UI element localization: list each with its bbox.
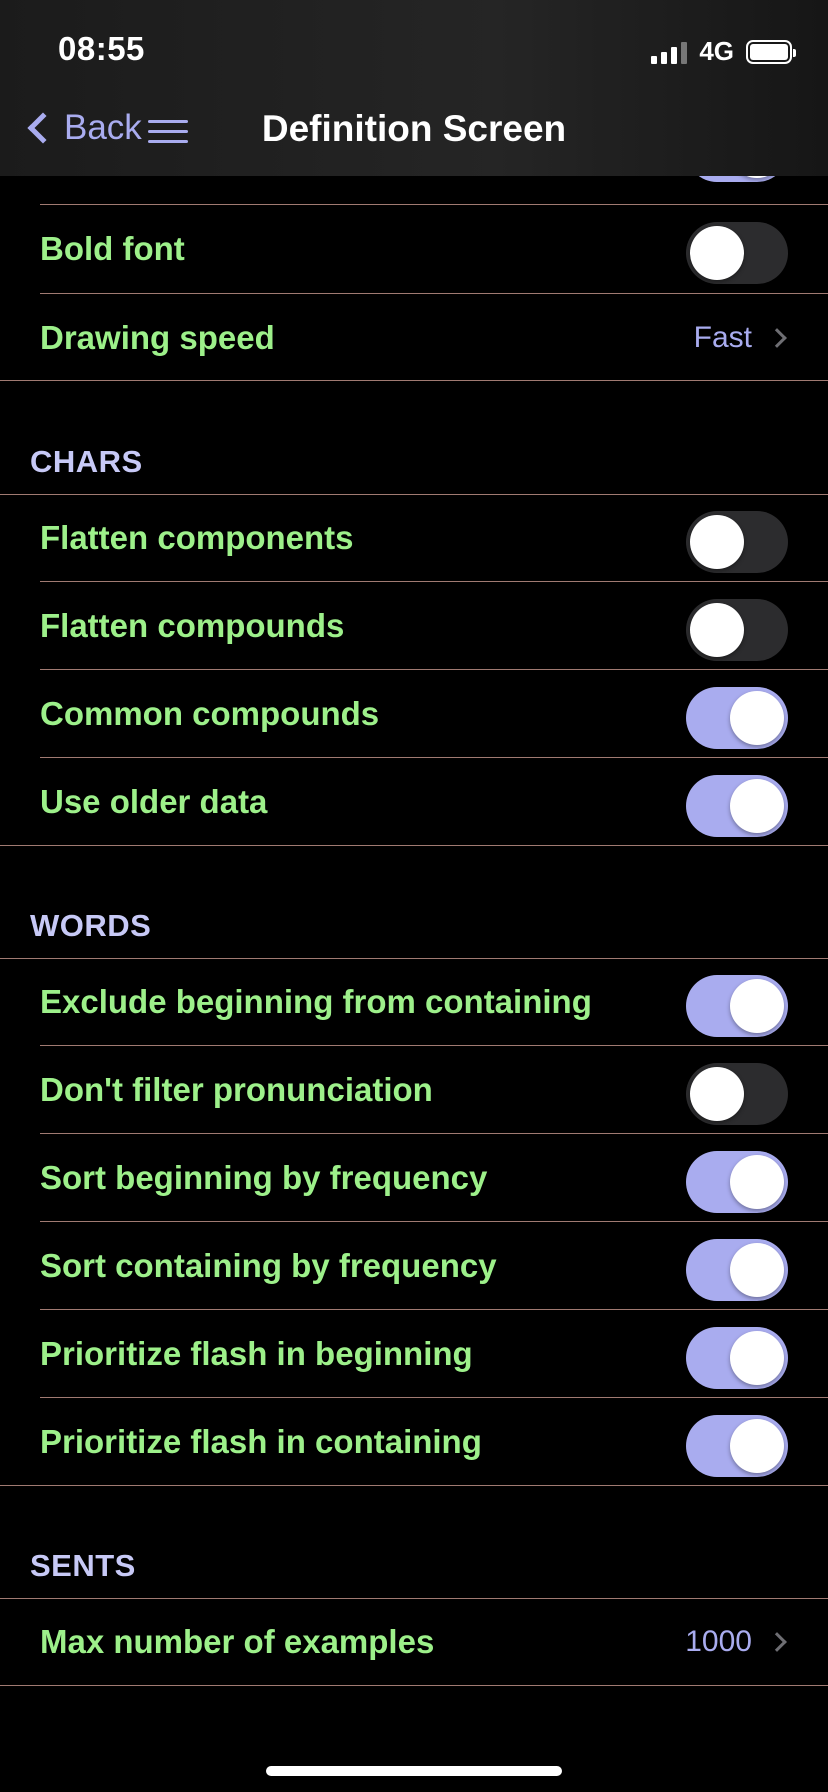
dont-filter-pronunciation-toggle[interactable] xyxy=(686,1063,788,1125)
toggle-knob xyxy=(730,1155,784,1209)
row-label: Flatten compounds xyxy=(40,607,345,644)
row-prioritize-flash-beginning[interactable] xyxy=(0,1310,828,1398)
back-label: Back xyxy=(64,108,142,147)
row-flatten-compounds[interactable] xyxy=(0,582,828,670)
network-type: 4G xyxy=(699,36,734,66)
row-label: Prioritize flash in containing xyxy=(40,1423,482,1460)
status-time: 08:55 xyxy=(58,30,145,67)
drawing-speed-value: Fast xyxy=(693,321,752,354)
section-header-chars: CHARS xyxy=(30,444,143,479)
row-exclude-beginning[interactable] xyxy=(0,958,828,1046)
battery-icon xyxy=(746,40,792,64)
toggle-knob xyxy=(730,1243,784,1297)
exclude-beginning-toggle[interactable] xyxy=(686,975,788,1037)
sort-beginning-toggle[interactable] xyxy=(686,1151,788,1213)
row-label: Use older data xyxy=(40,783,268,820)
page-title: Definition Screen xyxy=(261,108,567,149)
toggle-knob xyxy=(690,1067,744,1121)
common-compounds-toggle[interactable] xyxy=(686,687,788,749)
section-header-sents: SENTS xyxy=(30,1548,136,1583)
row-label: Sort beginning by frequency xyxy=(40,1159,488,1196)
chevron-right-icon xyxy=(767,1632,787,1652)
row-common-compounds[interactable] xyxy=(0,670,828,758)
top-bar xyxy=(0,0,828,176)
row-label: Exclude beginning from containing xyxy=(40,983,592,1020)
separator xyxy=(0,1485,828,1486)
toggle-knob xyxy=(730,1331,784,1385)
separator xyxy=(0,1685,828,1686)
toggle-knob xyxy=(690,603,744,657)
use-older-data-toggle[interactable] xyxy=(686,775,788,837)
row-label: Bold font xyxy=(40,230,185,267)
row-flatten-components[interactable] xyxy=(0,494,828,582)
toggle-knob xyxy=(690,515,744,569)
row-drawing-speed[interactable] xyxy=(0,294,828,382)
flatten-compounds-toggle[interactable] xyxy=(686,599,788,661)
toggle-knob xyxy=(730,979,784,1033)
row-label: Flatten components xyxy=(40,519,354,556)
max-examples-value: 1000 xyxy=(685,1625,752,1658)
row-prioritize-flash-containing[interactable] xyxy=(0,1398,828,1486)
prioritize-flash-beginning-toggle[interactable] xyxy=(686,1327,788,1389)
max-examples-value-wrap xyxy=(685,1598,788,1686)
cellular-signal-icon xyxy=(651,40,687,64)
toggle-knob xyxy=(690,226,744,280)
row-label: Drawing speed xyxy=(40,319,275,356)
section-header-words: WORDS xyxy=(30,908,152,943)
row-label: Prioritize flash in beginning xyxy=(40,1335,473,1372)
toggle-knob xyxy=(730,1419,784,1473)
toggle-knob xyxy=(730,779,784,833)
bold-font-toggle[interactable] xyxy=(686,222,788,284)
row-dont-filter-pronunciation[interactable] xyxy=(0,1046,828,1134)
prioritize-flash-containing-toggle[interactable] xyxy=(686,1415,788,1477)
drawing-speed-value-wrap xyxy=(694,294,788,382)
row-label: Don't filter pronunciation xyxy=(40,1071,433,1108)
row-label: Sort containing by frequency xyxy=(40,1247,497,1284)
row-label: Max number of examples xyxy=(40,1623,435,1660)
flatten-components-toggle[interactable] xyxy=(686,511,788,573)
toggle-knob xyxy=(730,691,784,745)
row-max-examples[interactable] xyxy=(0,1598,828,1686)
chevron-right-icon xyxy=(767,328,787,348)
sort-containing-toggle[interactable] xyxy=(686,1239,788,1301)
row-use-older-data[interactable] xyxy=(0,758,828,846)
row-sort-containing[interactable] xyxy=(0,1222,828,1310)
row-sort-beginning[interactable] xyxy=(0,1134,828,1222)
home-indicator[interactable] xyxy=(266,1766,562,1776)
status-indicators xyxy=(651,36,792,67)
separator xyxy=(0,845,828,846)
row-label: Common compounds xyxy=(40,695,380,732)
separator xyxy=(0,380,828,381)
row-bold-font[interactable] xyxy=(0,205,828,293)
